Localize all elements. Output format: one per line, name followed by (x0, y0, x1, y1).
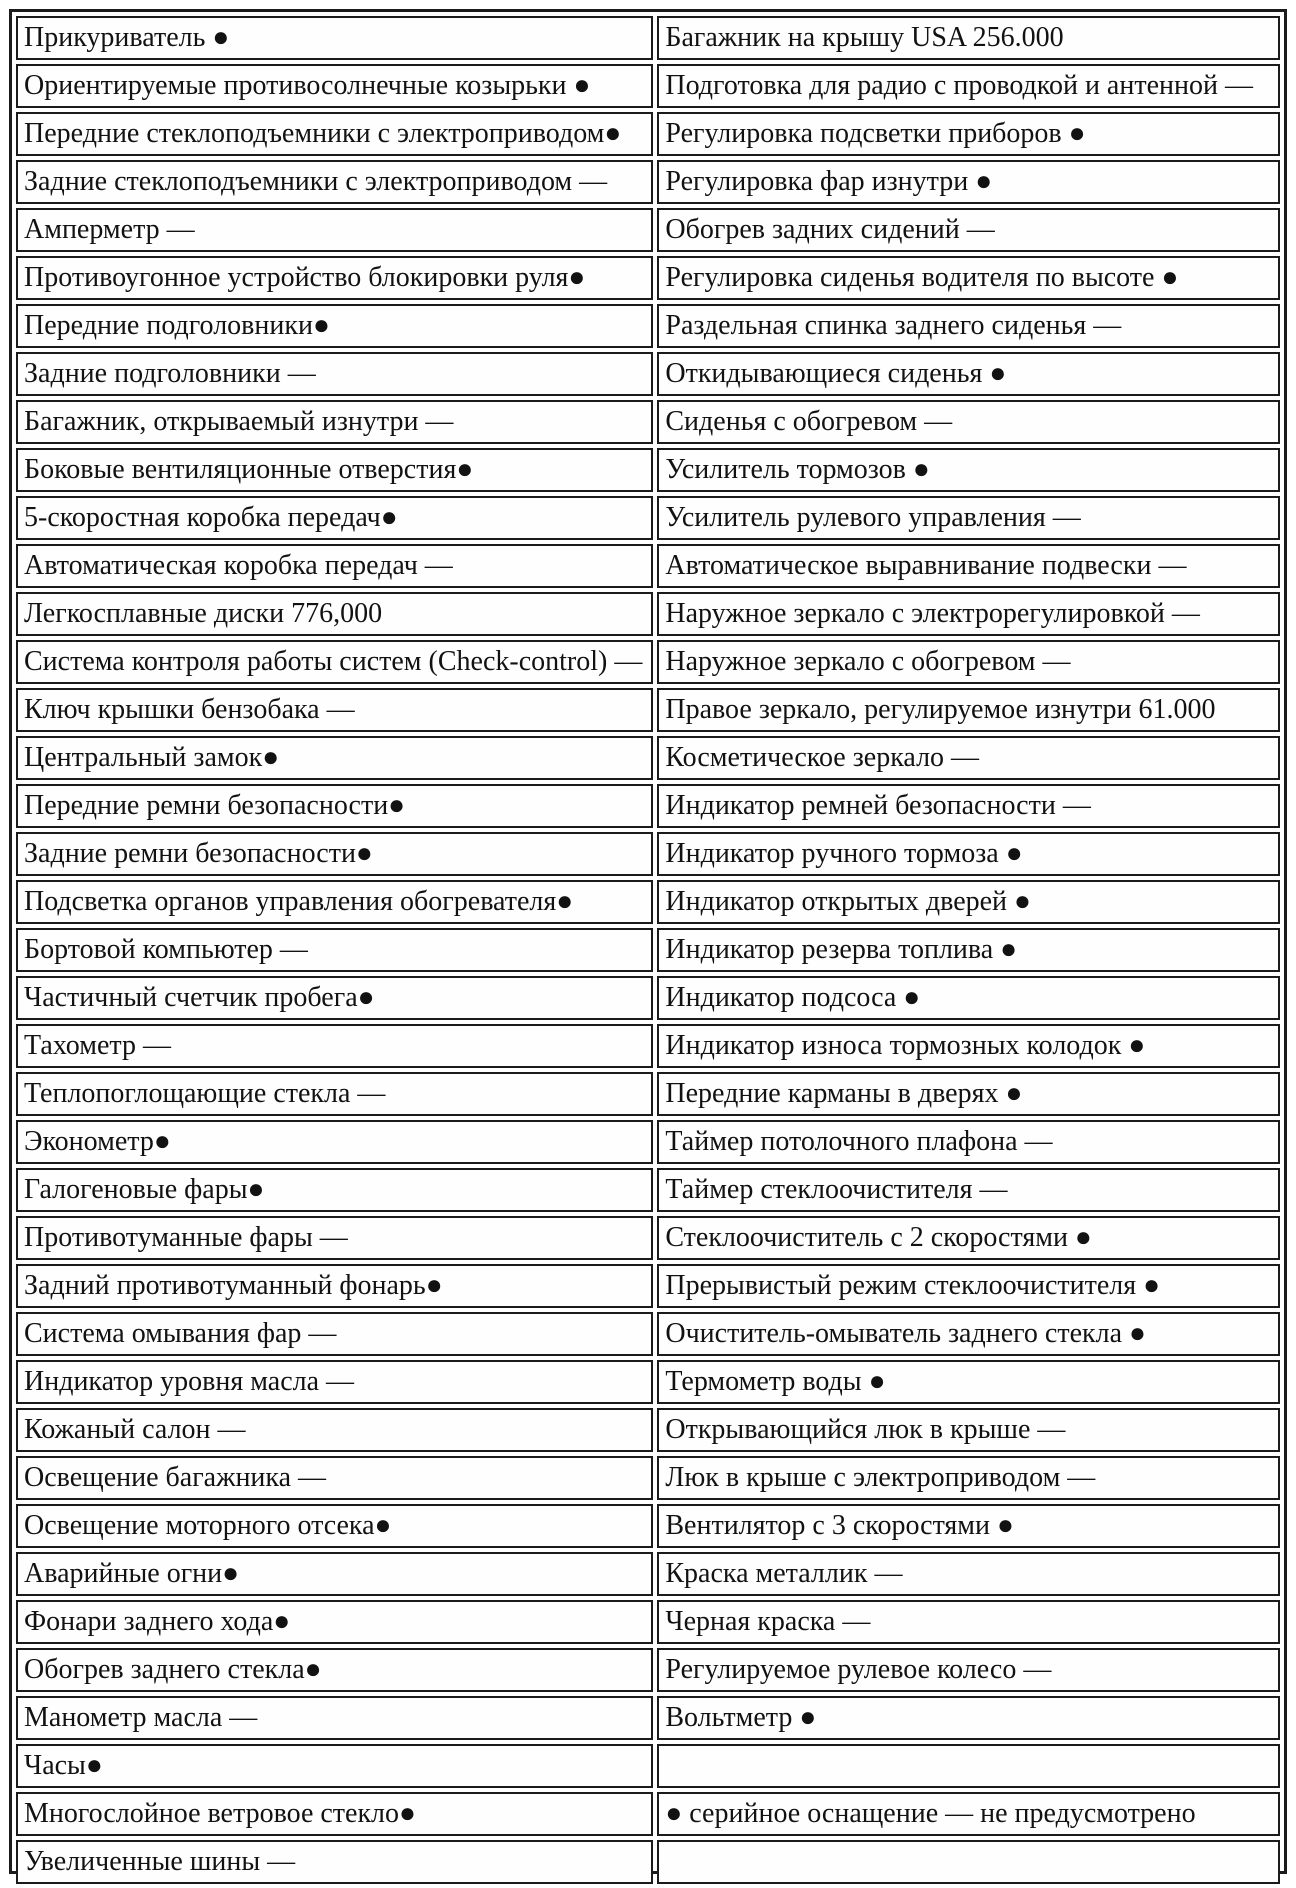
table-row (16, 1648, 1280, 1692)
cell-right-19: Индикатор открытых дверей ● (657, 880, 1280, 924)
cell-right-18: Индикатор ручного тормоза ● (657, 832, 1280, 876)
cell-right-29: Термометр воды ● (657, 1360, 1280, 1404)
cell-right-35: Регулируемое рулевое колесо — (657, 1648, 1280, 1692)
cell-right-37 (657, 1744, 1280, 1788)
cell-right-7: Раздельная спинка заднего сиденья — (657, 304, 1280, 348)
cell-left-9: Багажник, открываемый изнутри — (16, 400, 653, 444)
table-row (16, 1792, 1280, 1836)
equipment-options-table (12, 12, 1284, 1888)
cell-left-13: Легкосплавные диски 776,000 (16, 592, 653, 636)
table-row (16, 1120, 1280, 1164)
table-row (16, 640, 1280, 684)
cell-right-23: Передние карманы в дверях ● (657, 1072, 1280, 1116)
cell-right-33: Краска металлик — (657, 1552, 1280, 1596)
cell-right-10: Усилитель тормозов ● (657, 448, 1280, 492)
table-row (16, 1744, 1280, 1788)
cell-left-36: Манометр масла — (16, 1696, 653, 1740)
cell-right-27: Прерывистый режим стеклоочистителя ● (657, 1264, 1280, 1308)
table-row (16, 1024, 1280, 1068)
cell-left-39: Увеличенные шины — (16, 1840, 653, 1884)
cell-left-33: Аварийные огни● (16, 1552, 653, 1596)
cell-right-12: Автоматическое выравнивание подвески — (657, 544, 1280, 588)
cell-right-13: Наружное зеркало с электрорегулировкой — (657, 592, 1280, 636)
table-row (16, 736, 1280, 780)
table-row (16, 1840, 1280, 1884)
table-row (16, 496, 1280, 540)
table-row (16, 64, 1280, 108)
table-row (16, 1360, 1280, 1404)
cell-left-4: Задние стеклоподъемники с электроприводом — (16, 160, 653, 204)
table-row (16, 1600, 1280, 1644)
cell-left-29: Индикатор уровня масла — (16, 1360, 653, 1404)
cell-left-20: Бортовой компьютер — (16, 928, 653, 972)
table-row (16, 1216, 1280, 1260)
cell-left-34: Фонари заднего хода● (16, 1600, 653, 1644)
table-row (16, 1264, 1280, 1308)
cell-left-18: Задние ремни безопасности● (16, 832, 653, 876)
table-row (16, 1312, 1280, 1356)
table-row (16, 1552, 1280, 1596)
cell-right-36: Вольтметр ● (657, 1696, 1280, 1740)
cell-left-5: Амперметр — (16, 208, 653, 252)
cell-right-1: Багажник на крышу USA 256.000 (657, 16, 1280, 60)
cell-left-12: Автоматическая коробка передач — (16, 544, 653, 588)
legend-cell: ● серийное оснащение — не предусмотрено (657, 1792, 1280, 1836)
cell-left-6: Противоугонное устройство блокировки руля● (16, 256, 653, 300)
cell-right-39 (657, 1840, 1280, 1884)
table-row (16, 928, 1280, 972)
cell-left-38: Многослойное ветровое стекло● (16, 1792, 653, 1836)
table-row (16, 112, 1280, 156)
table-row (16, 592, 1280, 636)
cell-right-17: Индикатор ремней безопасности — (657, 784, 1280, 828)
cell-left-3: Передние стеклоподъемники с электроприводом● (16, 112, 653, 156)
table-row (16, 832, 1280, 876)
table-row (16, 208, 1280, 252)
cell-right-30: Открывающийся люк в крыше — (657, 1408, 1280, 1452)
cell-right-16: Косметическое зеркало — (657, 736, 1280, 780)
cell-left-8: Задние подголовники — (16, 352, 653, 396)
cell-right-8: Откидывающиеся сиденья ● (657, 352, 1280, 396)
cell-right-14: Наружное зеркало с обогревом — (657, 640, 1280, 684)
table-row (16, 544, 1280, 588)
cell-right-24: Таймер потолочного плафона — (657, 1120, 1280, 1164)
table-row (16, 1456, 1280, 1500)
cell-right-32: Вентилятор с 3 скоростями ● (657, 1504, 1280, 1548)
table-row (16, 1168, 1280, 1212)
table-row (16, 880, 1280, 924)
cell-right-31: Люк в крыше с электроприводом — (657, 1456, 1280, 1500)
cell-left-14: Система контроля работы систем (Check-control) — (16, 640, 653, 684)
cell-left-26: Противотуманные фары — (16, 1216, 653, 1260)
cell-right-3: Регулировка подсветки приборов ● (657, 112, 1280, 156)
cell-right-6: Регулировка сиденья водителя по высоте ● (657, 256, 1280, 300)
cell-left-1: Прикуриватель ● (16, 16, 653, 60)
cell-left-16: Центральный замок● (16, 736, 653, 780)
table-row (16, 400, 1280, 444)
cell-right-2: Подготовка для радио с проводкой и антенной — (657, 64, 1280, 108)
cell-left-35: Обогрев заднего стекла● (16, 1648, 653, 1692)
table-row (16, 784, 1280, 828)
table-row (16, 448, 1280, 492)
cell-right-28: Очиститель-омыватель заднего стекла ● (657, 1312, 1280, 1356)
cell-left-7: Передние подголовники● (16, 304, 653, 348)
cell-left-31: Освещение багажника — (16, 1456, 653, 1500)
cell-right-11: Усилитель рулевого управления — (657, 496, 1280, 540)
table-row (16, 304, 1280, 348)
table-row (16, 160, 1280, 204)
cell-left-21: Частичный счетчик пробега● (16, 976, 653, 1020)
cell-left-28: Система омывания фар — (16, 1312, 653, 1356)
cell-right-9: Сиденья с обогревом — (657, 400, 1280, 444)
table-row (16, 352, 1280, 396)
cell-right-22: Индикатор износа тормозных колодок ● (657, 1024, 1280, 1068)
table-row (16, 1696, 1280, 1740)
cell-left-11: 5-скоростная коробка передач● (16, 496, 653, 540)
cell-right-21: Индикатор подсоса ● (657, 976, 1280, 1020)
cell-right-5: Обогрев задних сидений — (657, 208, 1280, 252)
table-row (16, 976, 1280, 1020)
cell-right-20: Индикатор резерва топлива ● (657, 928, 1280, 972)
cell-left-32: Освещение моторного отсека● (16, 1504, 653, 1548)
cell-right-26: Стеклоочиститель с 2 скоростями ● (657, 1216, 1280, 1260)
table-row (16, 1408, 1280, 1452)
table-row (16, 688, 1280, 732)
cell-left-30: Кожаный салон — (16, 1408, 653, 1452)
cell-right-4: Регулировка фар изнутри ● (657, 160, 1280, 204)
cell-right-25: Таймер стеклоочистителя — (657, 1168, 1280, 1212)
cell-left-24: Эконометр● (16, 1120, 653, 1164)
cell-left-19: Подсветка органов управления обогревателя● (16, 880, 653, 924)
equipment-table-body (16, 16, 1280, 1884)
cell-left-25: Галогеновые фары● (16, 1168, 653, 1212)
cell-left-23: Теплопоглощающие стекла — (16, 1072, 653, 1116)
cell-left-22: Тахометр — (16, 1024, 653, 1068)
cell-right-34: Черная краска — (657, 1600, 1280, 1644)
cell-left-17: Передние ремни безопасности● (16, 784, 653, 828)
cell-left-37: Часы● (16, 1744, 653, 1788)
cell-left-10: Боковые вентиляционные отверстия● (16, 448, 653, 492)
table-row (16, 1072, 1280, 1116)
table-outer-frame (9, 9, 1287, 1877)
table-row (16, 16, 1280, 60)
cell-left-15: Ключ крышки бензобака — (16, 688, 653, 732)
table-row (16, 256, 1280, 300)
cell-left-27: Задний противотуманный фонарь● (16, 1264, 653, 1308)
table-row (16, 1504, 1280, 1548)
cell-right-15: Правое зеркало, регулируемое изнутри 61.000 (657, 688, 1280, 732)
cell-left-2: Ориентируемые противосолнечные козырьки ● (16, 64, 653, 108)
